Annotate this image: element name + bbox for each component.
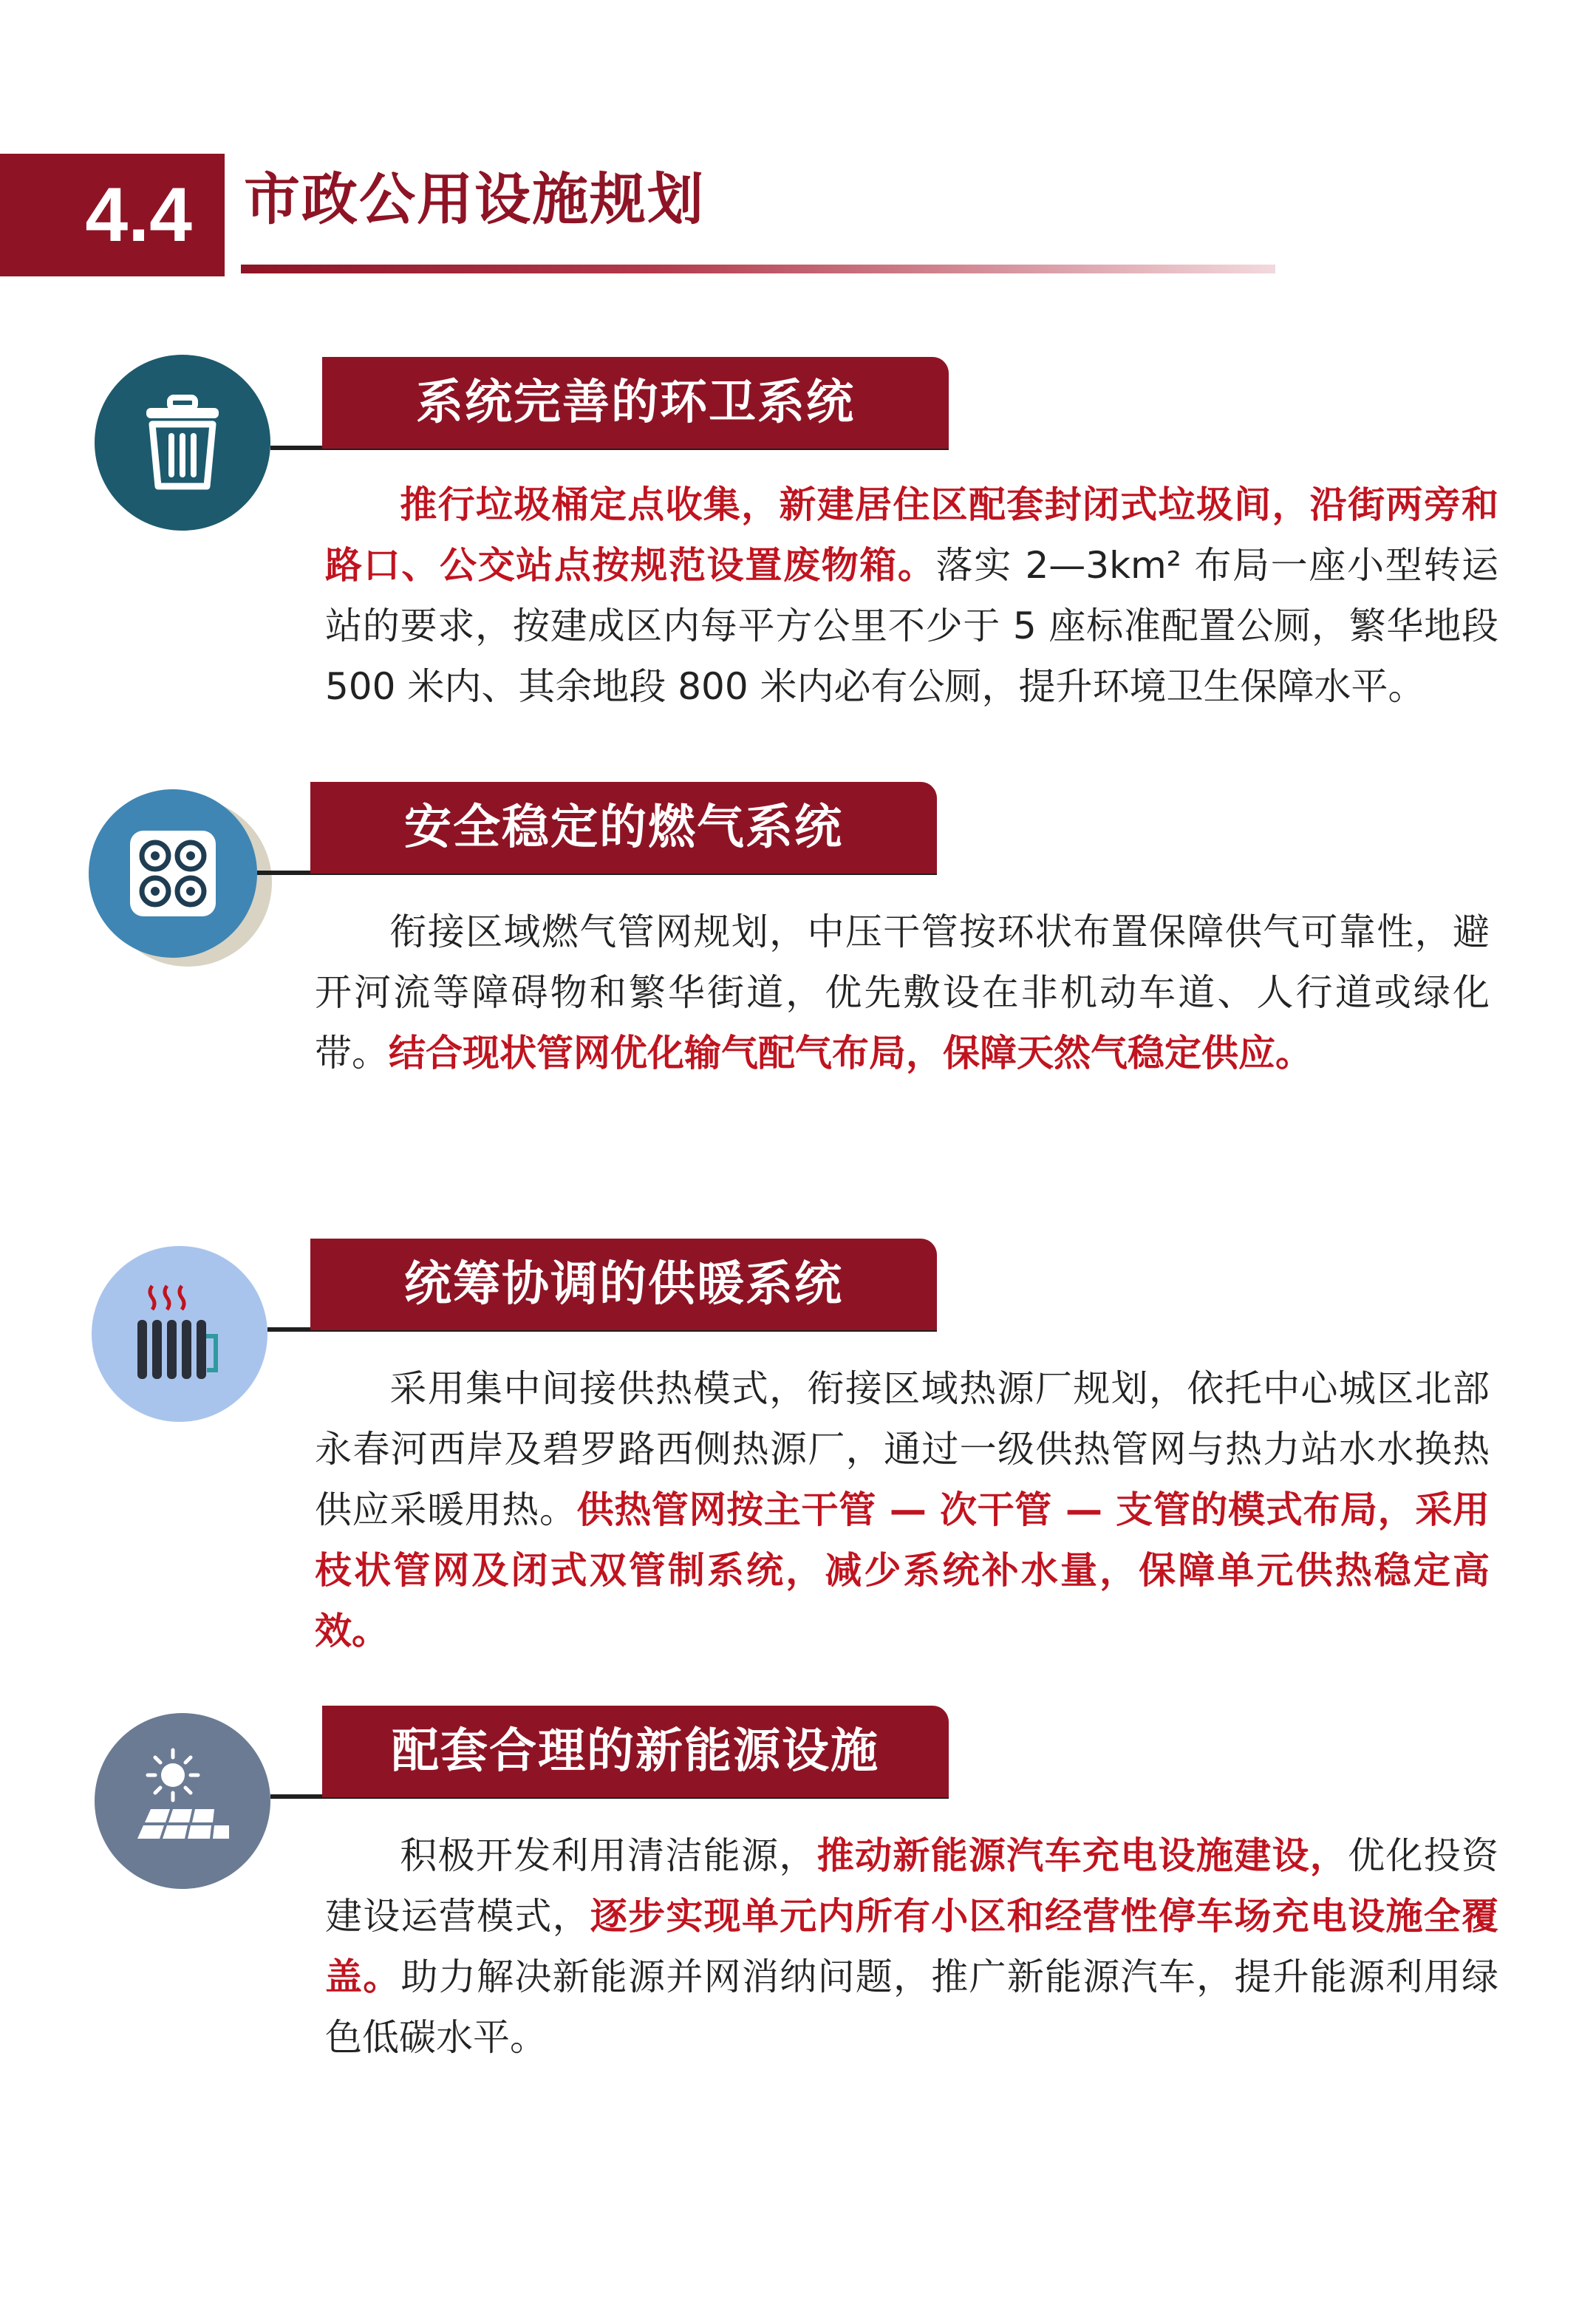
- highlight-text: 推动新能源汽车充电设施建设，: [816, 1834, 1348, 1877]
- body-text: 助力解决新能源并网消纳问题，推广新能源汽车，提升能源利用绿色低碳水平。: [325, 1955, 1499, 2059]
- section-body-text: [315, 902, 1490, 1083]
- highlight-text: 推行垃圾桶定点收集，新建居住区配套封闭式垃圾间，沿街两旁和路口、公交站点按规范设置废物箱。: [325, 483, 1498, 587]
- section-title-banner: 统筹协调的供暖系统: [310, 1239, 937, 1330]
- solar-panel-icon: [95, 1713, 270, 1889]
- section-title-banner: 安全稳定的燃气系统: [310, 782, 937, 874]
- body-text: 采用集中间接供热模式，衔接区域热源厂规划，依托中心城区北部永春河西岸及碧罗路西侧热源厂，通过一级供热管网与热力站水水换热供应采暖用热。: [315, 1367, 1490, 1531]
- section-title-banner: 系统完善的环卫系统: [322, 357, 949, 449]
- body-text: 衔接区域燃气管网规划，中压干管按环状布置保障供气可靠性，避开河流等障碍物和繁华街道，优先敷设在非机动车道、人行道或绿化带。: [315, 910, 1490, 1075]
- title-underline: [241, 265, 1275, 273]
- section-number-badge: 4.4: [0, 154, 225, 276]
- section-body-text: [315, 1358, 1490, 1661]
- section-body-text: [325, 1825, 1498, 2068]
- highlight-text: 供热管网按主干管 — 次干管 — 支管的模式布局，采用枝状管网及闭式双管制系统，减少系统补水量，保障单元供热稳定高效。: [315, 1488, 1490, 1652]
- body-text: 优化投资建设运营模式，: [325, 1834, 1499, 1938]
- highlight-text: 结合现状管网优化输气配气布局，保障天然气稳定供应。: [389, 1032, 1312, 1075]
- gas-stove-icon: [89, 789, 257, 958]
- body-text: 积极开发利用清洁能源，: [399, 1834, 817, 1877]
- highlight-text: 逐步实现单元内所有小区和经营性停车场充电设施全覆盖。: [325, 1895, 1499, 1998]
- radiator-heater-icon: [92, 1246, 267, 1422]
- trash-bin-icon: [95, 355, 270, 531]
- section-title-banner: 配套合理的新能源设施: [322, 1706, 949, 1797]
- section-body-text: [325, 474, 1498, 717]
- page-title: 市政公用设施规划: [244, 166, 705, 232]
- body-text: 落实 2—3km² 布局一座小型转运站的要求，按建成区内每平方公里不少于 5 座标准配置公厕，繁华地段 500 米内、其余地段 800 米内必有公厕，提升环境卫生保障水平。: [325, 544, 1498, 708]
